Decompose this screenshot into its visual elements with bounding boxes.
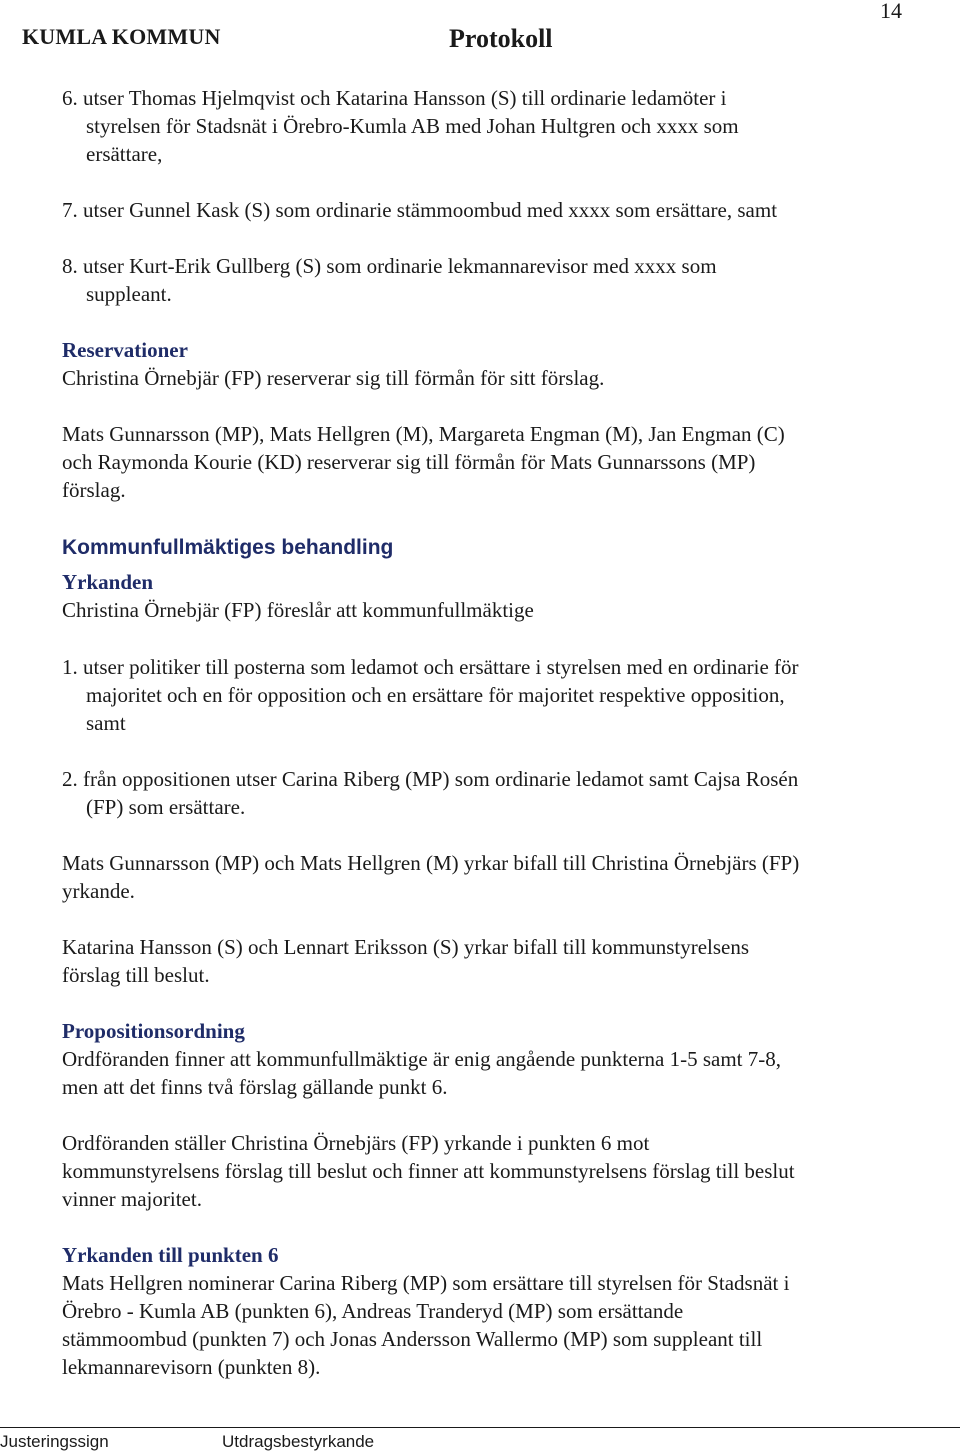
item-7-line-1: 7. utser Gunnel Kask (S) som ordinarie stämmoombud med xxxx som ersättare, samt — [62, 198, 778, 222]
propositionsordning-heading: Propositionsordning — [62, 1019, 245, 1043]
proposition-2-line-2: kommunstyrelsens förslag till beslut och finner att kommunstyrelsens förslag till beslut — [62, 1159, 795, 1183]
bifall-1-line-2: yrkande. — [62, 879, 135, 903]
yrkande-punkt-6-line-1: Mats Hellgren nominerar Carina Riberg (MP) som ersättare till styrelsen för Stadsnät i — [62, 1271, 790, 1295]
yrkande-2-line-2: (FP) som ersättare. — [86, 795, 246, 819]
yrkande-punkt-6-line-3: stämmoombud (punkten 7) och Jonas Andersson Wallermo (MP) som suppleant till — [62, 1327, 763, 1351]
yrkande-1-line-3: samt — [86, 711, 126, 735]
footer-justeringssign: Justeringssign — [0, 1432, 109, 1451]
item-8-line-2: suppleant. — [86, 282, 172, 306]
item-8-line-1: 8. utser Kurt-Erik Gullberg (S) som ordinarie lekmannarevisor med xxxx som — [62, 254, 717, 278]
yrkande-1-line-1: 1. utser politiker till posterna som ledamot och ersättare i styrelsen med en ordinarie för — [62, 655, 799, 679]
reservationer-heading: Reservationer — [62, 338, 188, 362]
yrkande-punkt-6-line-2: Örebro - Kumla AB (punkten 6), Andreas Tranderyd (MP) som ersättande — [62, 1299, 684, 1323]
yrkande-punkt-6-line-4: lekmannarevisorn (punkten 8). — [62, 1355, 321, 1379]
proposition-1-line-1: Ordföranden finner att kommunfullmäktige är enig angående punkterna 1-5 samt 7-8, — [62, 1047, 782, 1071]
proposition-1-line-2: men att det finns två förslag gällande punkt 6. — [62, 1075, 448, 1099]
footer-divider — [0, 1427, 960, 1428]
footer-utdragsbestyrkande: Utdragsbestyrkande — [222, 1432, 375, 1451]
page-number: 14 — [880, 0, 902, 23]
reservation-1: Christina Örnebjär (FP) reserverar sig till förmån för sitt förslag. — [62, 366, 605, 390]
bifall-2-line-1: Katarina Hansson (S) och Lennart Eriksson (S) yrkar bifall till kommunstyrelsens — [62, 935, 750, 959]
item-6-line-1: 6. utser Thomas Hjelmqvist och Katarina Hansson (S) till ordinarie ledamöter i — [62, 86, 727, 110]
reservation-2-line-1: Mats Gunnarsson (MP), Mats Hellgren (M), Margareta Engman (M), Jan Engman (C) — [62, 422, 785, 446]
reservation-2-line-2: och Raymonda Kourie (KD) reserverar sig till förmån för Mats Gunnarssons (MP) — [62, 450, 756, 474]
organization-name: KUMLA KOMMUN — [22, 24, 221, 49]
bifall-2-line-2: förslag till beslut. — [62, 963, 210, 987]
yrkanden-punkt-6-heading: Yrkanden till punkten 6 — [62, 1243, 279, 1267]
yrkande-intro: Christina Örnebjär (FP) föreslår att kommunfullmäktige — [62, 598, 534, 622]
document-type: Protokoll — [449, 24, 553, 53]
yrkanden-heading: Yrkanden — [62, 570, 154, 594]
proposition-2-line-1: Ordföranden ställer Christina Örnebjärs (FP) yrkande i punkten 6 mot — [62, 1131, 650, 1155]
reservation-2-line-3: förslag. — [62, 478, 126, 502]
bifall-1-line-1: Mats Gunnarsson (MP) och Mats Hellgren (M) yrkar bifall till Christina Örnebjärs (FP) — [62, 851, 800, 875]
yrkande-2-line-1: 2. från oppositionen utser Carina Riberg (MP) som ordinarie ledamot samt Cajsa Rosén — [62, 767, 799, 791]
item-6-line-2: styrelsen för Stadsnät i Örebro-Kumla AB med Johan Hultgren och xxxx som — [86, 114, 739, 138]
proposition-2-line-3: vinner majoritet. — [62, 1187, 202, 1211]
kf-section-heading: Kommunfullmäktiges behandling — [62, 536, 394, 559]
item-6-line-3: ersättare, — [86, 142, 163, 166]
yrkande-1-line-2: majoritet och en för opposition och en ersättare för majoritet respektive opposition, — [86, 683, 785, 707]
